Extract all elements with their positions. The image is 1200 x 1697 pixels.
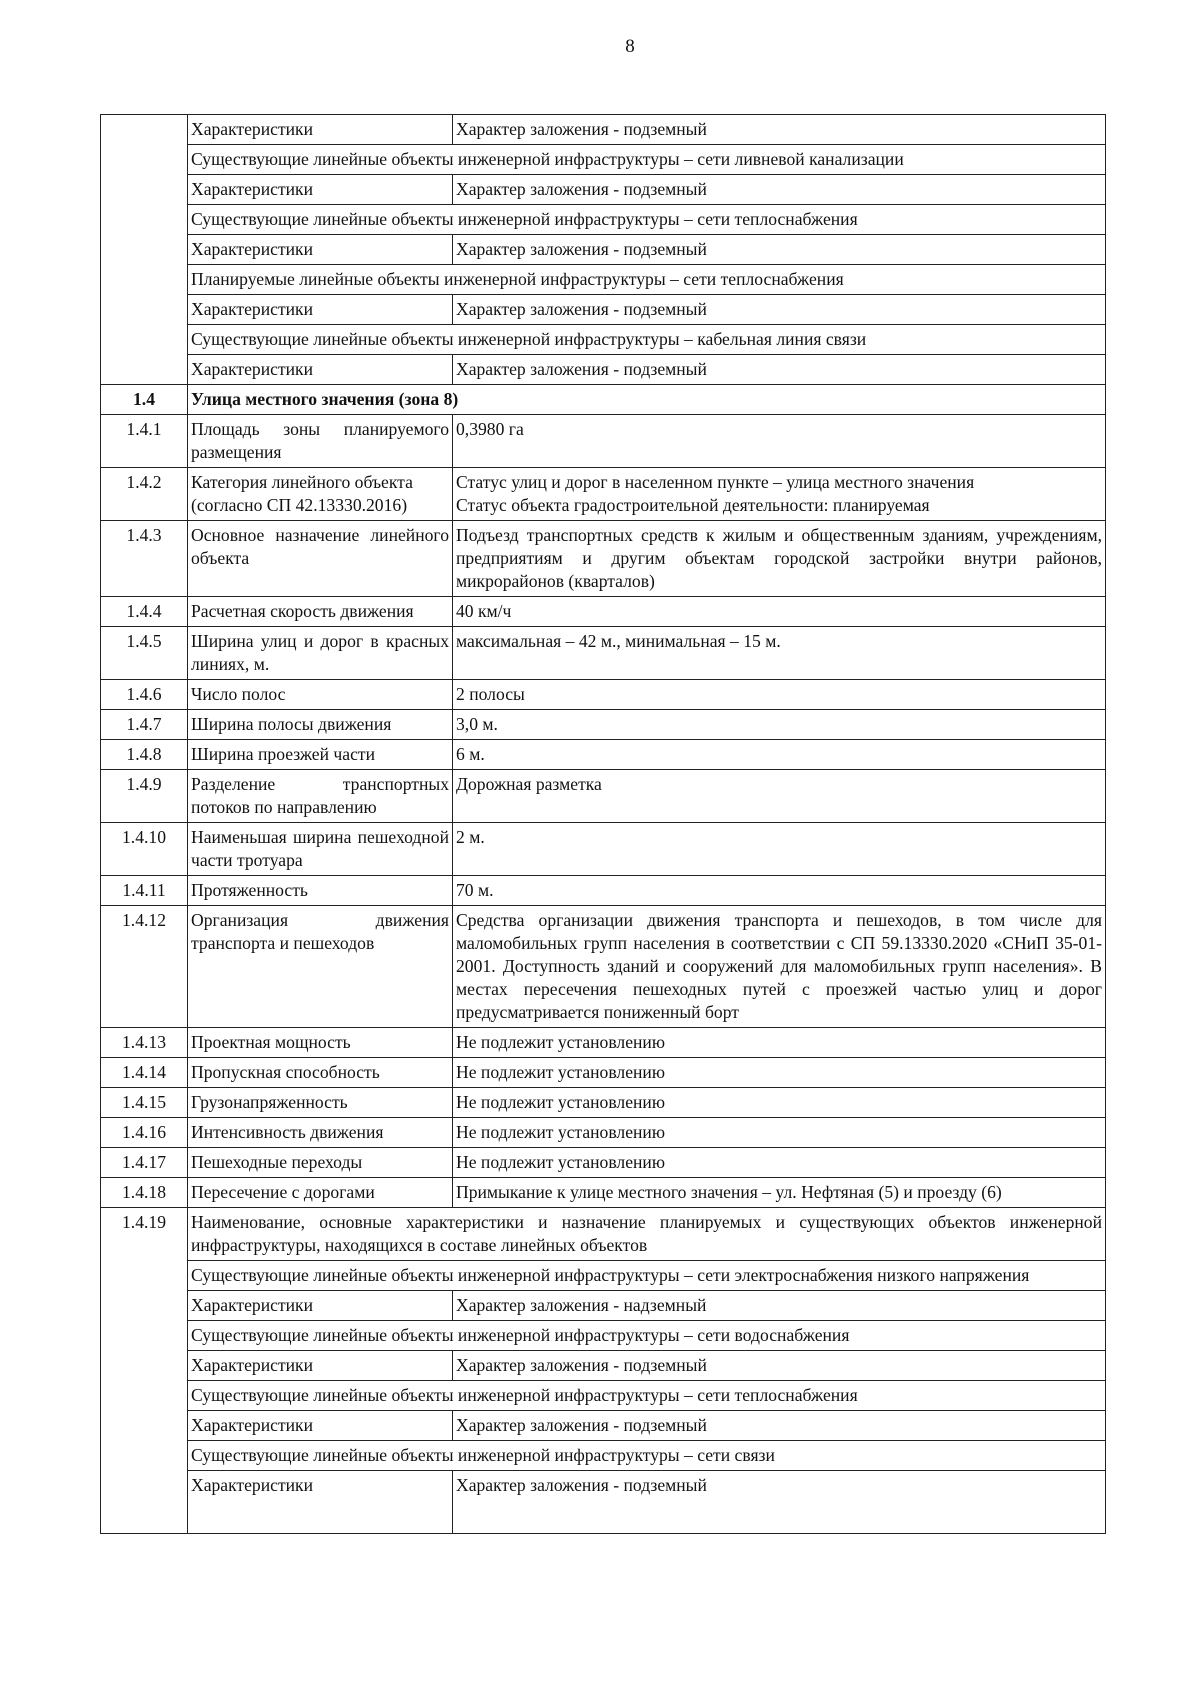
row-number: 1.4.1 <box>101 415 188 468</box>
row-value: Не подлежит установлению <box>453 1088 1106 1118</box>
char-label: Характеристики <box>188 1471 453 1534</box>
char-value: Характер заложения - подземный <box>453 1411 1106 1441</box>
network-heading: Планируемые линейные объекты инженерной инфраструктуры – сети теплоснабжения <box>188 265 1106 295</box>
table-row <box>101 1028 1106 1058</box>
row-label: Наименьшая ширина пешеходной части тротуара <box>188 823 453 876</box>
table-row <box>101 145 1106 175</box>
network-heading: Существующие линейные объекты инженерной инфраструктуры – сети связи <box>188 1441 1106 1471</box>
table-row <box>101 1441 1106 1471</box>
char-value: Характер заложения - подземный <box>453 115 1106 145</box>
table-row <box>101 876 1106 906</box>
row-label: Пропускная способность <box>188 1058 453 1088</box>
row-number: 1.4.15 <box>101 1088 188 1118</box>
table-row <box>101 521 1106 597</box>
row-number: 1.4.10 <box>101 823 188 876</box>
row-label: Пешеходные переходы <box>188 1148 453 1178</box>
table-row <box>101 235 1106 265</box>
row-value: 0,3980 га <box>453 415 1106 468</box>
table-row <box>101 1411 1106 1441</box>
row-value: Не подлежит установлению <box>453 1028 1106 1058</box>
network-heading: Существующие линейные объекты инженерной инфраструктуры – сети теплоснабжения <box>188 1381 1106 1411</box>
row-value: 40 км/ч <box>453 597 1106 627</box>
table-row <box>101 1321 1106 1351</box>
row-value-line: Статус объекта градостроительной деятельности: планируемая <box>456 495 930 515</box>
table-row <box>101 906 1106 1028</box>
page-number: 8 <box>625 36 635 57</box>
infrastructure-title: Наименование, основные характеристики и назначение планируемых и существующих объектов инженерной инфраструктуры, находящихся в составе линейных объектов <box>188 1208 1106 1261</box>
row-value: максимальная – 42 м., минимальная – 15 м. <box>453 627 1106 680</box>
row-number: 1.4.13 <box>101 1028 188 1058</box>
row-number: 1.4.4 <box>101 597 188 627</box>
table-row <box>101 710 1106 740</box>
char-label: Характеристики <box>188 1291 453 1321</box>
char-value: Характер заложения - надземный <box>453 1291 1106 1321</box>
network-heading: Существующие линейные объекты инженерной инфраструктуры – сети теплоснабжения <box>188 205 1106 235</box>
table-row <box>101 680 1106 710</box>
row-label: Категория линейного объекта (согласно СП 42.13330.2016) <box>188 468 453 521</box>
row-number: 1.4.7 <box>101 710 188 740</box>
char-value: Характер заложения - подземный <box>453 235 1106 265</box>
table-row <box>101 295 1106 325</box>
table-row <box>101 1088 1106 1118</box>
row-value: 3,0 м. <box>453 710 1106 740</box>
row-label: Грузонапряженность <box>188 1088 453 1118</box>
section-title: Улица местного значения (зона 8) <box>188 385 1106 415</box>
row-number: 1.4.12 <box>101 906 188 1028</box>
row-number: 1.4.19 <box>101 1208 188 1534</box>
row-number: 1.4.18 <box>101 1178 188 1208</box>
table-row <box>101 1058 1106 1088</box>
table-row <box>101 1261 1106 1291</box>
row-number: 1.4.6 <box>101 680 188 710</box>
char-label: Характеристики <box>188 175 453 205</box>
table-row <box>101 597 1106 627</box>
row-value: 6 м. <box>453 740 1106 770</box>
row-value: Подъезд транспортных средств к жилым и общественным зданиям, учреждениям, предприятиям и другим объектам городской застройки внутри районов, микрорайонов (кварталов) <box>453 521 1106 597</box>
row-label: Число полос <box>188 680 453 710</box>
char-label: Характеристики <box>188 355 453 385</box>
table-row <box>101 205 1106 235</box>
row-number: 1.4.2 <box>101 468 188 521</box>
row-label: Протяженность <box>188 876 453 906</box>
row-number: 1.4.11 <box>101 876 188 906</box>
row-label: Ширина проезжей части <box>188 740 453 770</box>
network-heading: Существующие линейные объекты инженерной инфраструктуры – сети водоснабжения <box>188 1321 1106 1351</box>
table-row <box>101 355 1106 385</box>
table-row <box>101 770 1106 823</box>
table-row <box>101 1291 1106 1321</box>
char-value: Характер заложения - подземный <box>453 175 1106 205</box>
char-label: Характеристики <box>188 1411 453 1441</box>
row-value: Не подлежит установлению <box>453 1058 1106 1088</box>
row-value: Примыкание к улице местного значения – ул. Нефтяная (5) и проезду (6) <box>453 1178 1106 1208</box>
char-label: Характеристики <box>188 295 453 325</box>
table-row <box>101 1118 1106 1148</box>
char-value: Характер заложения - подземный <box>453 1351 1106 1381</box>
row-label: Проектная мощность <box>188 1028 453 1058</box>
row-value: Не подлежит установлению <box>453 1148 1106 1178</box>
row-number: 1.4.17 <box>101 1148 188 1178</box>
row-value: Дорожная разметка <box>453 770 1106 823</box>
row-number: 1.4.5 <box>101 627 188 680</box>
table-row <box>101 740 1106 770</box>
table-row <box>101 468 1106 521</box>
char-label: Характеристики <box>188 1351 453 1381</box>
section-header-row <box>101 385 1106 415</box>
row-number: 1.4.9 <box>101 770 188 823</box>
row-value: 2 полосы <box>453 680 1106 710</box>
table-row <box>101 1471 1106 1534</box>
table-row <box>101 1381 1106 1411</box>
row-label: Разделение транспортных потоков по направлению <box>188 770 453 823</box>
row-number: 1.4.14 <box>101 1058 188 1088</box>
row-label: Расчетная скорость движения <box>188 597 453 627</box>
row-number: 1.4.8 <box>101 740 188 770</box>
network-heading: Существующие линейные объекты инженерной инфраструктуры – сети электроснабжения низкого напряжения <box>188 1261 1106 1291</box>
section-number: 1.4 <box>101 385 188 415</box>
char-value: Характер заложения - подземный <box>453 295 1106 325</box>
table-row <box>101 115 1106 145</box>
row-value: 2 м. <box>453 823 1106 876</box>
row-value: Средства организации движения транспорта и пешеходов, в том числе для маломобильных групп населения в соответствии с СП 59.13330.2020 «СНиП 35-01-2001. Доступность зданий и сооружений для маломобильных групп населения». В местах пересечения пешеходных путей с проезжей частью улиц и дорог предусматривается пониженный борт <box>453 906 1106 1028</box>
network-heading: Существующие линейные объекты инженерной инфраструктуры – кабельная линия связи <box>188 325 1106 355</box>
characteristics-table <box>100 114 1106 1534</box>
table-row <box>101 175 1106 205</box>
network-heading: Существующие линейные объекты инженерной инфраструктуры – сети ливневой канализации <box>188 145 1106 175</box>
row-value: 70 м. <box>453 876 1106 906</box>
row-value <box>453 468 1106 521</box>
row-label: Площадь зоны планируемого размещения <box>188 415 453 468</box>
row-label: Ширина полосы движения <box>188 710 453 740</box>
char-label: Характеристики <box>188 235 453 265</box>
row-label: Пересечение с дорогами <box>188 1178 453 1208</box>
table-row <box>101 325 1106 355</box>
table-row <box>101 1148 1106 1178</box>
table-row <box>101 627 1106 680</box>
table-row <box>101 823 1106 876</box>
table-row <box>101 265 1106 295</box>
row-number: 1.4.3 <box>101 521 188 597</box>
table-row <box>101 1351 1106 1381</box>
row-label: Интенсивность движения <box>188 1118 453 1148</box>
row-value: Не подлежит установлению <box>453 1118 1106 1148</box>
row-label: Организация движения транспорта и пешеходов <box>188 906 453 1028</box>
char-value: Характер заложения - подземный <box>453 355 1106 385</box>
table-row <box>101 1208 1106 1261</box>
char-label: Характеристики <box>188 115 453 145</box>
row-label: Ширина улиц и дорог в красных линиях, м. <box>188 627 453 680</box>
table-row <box>101 1178 1106 1208</box>
continuation-num-cell <box>101 115 188 385</box>
table-row <box>101 415 1106 468</box>
row-label: Основное назначение линейного объекта <box>188 521 453 597</box>
char-value: Характер заложения - подземный <box>453 1471 1106 1534</box>
row-value-line: Статус улиц и дорог в населенном пункте – улица местного значения <box>456 472 975 492</box>
row-number: 1.4.16 <box>101 1118 188 1148</box>
